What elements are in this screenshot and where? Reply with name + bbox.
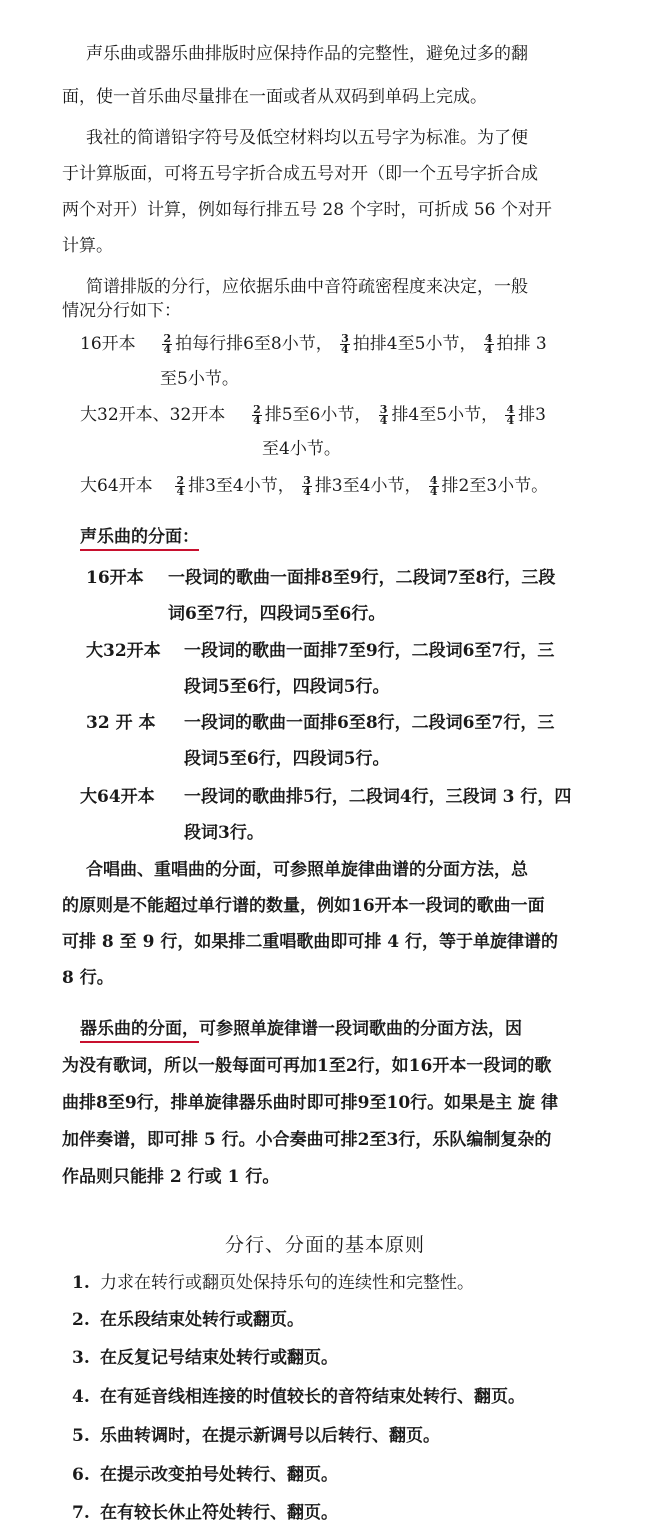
principle-item bbox=[72, 1309, 304, 1331]
instrumental-line-1-rest: 可参照单旋律谱一段词歌曲的分面方法，因 bbox=[199, 1019, 522, 1039]
principle-number: 1. bbox=[72, 1273, 90, 1293]
intro-p2-line-4: 计算。 bbox=[62, 236, 113, 256]
principle-text: 在有延音线相连接的时值较长的音符结束处转行、翻页。 bbox=[100, 1387, 525, 1407]
intro-p2-line-1: 我社的简谱铅字符号及低空材料均以五号字为标准。为了便 bbox=[86, 128, 528, 148]
intro-p3-line-1: 简谱排版的分行，应依据乐曲中音符疏密程度来决定，一般 bbox=[86, 277, 528, 297]
split-32-c: 排3 bbox=[518, 405, 546, 425]
vocal-b32-line-1: 一段词的歌曲一面排7至9行，二段词6至7行，三 bbox=[184, 641, 555, 661]
principle-number: 7. bbox=[72, 1503, 90, 1523]
vocal-b32-line-2: 段词5至6行，四段词5行。 bbox=[184, 677, 390, 697]
fraction-4-4: $\frac{4}{4}$ bbox=[506, 403, 515, 427]
fraction-4-4: $\frac{4}{4}$ bbox=[429, 474, 438, 498]
vocal-b32-label: 大32开本 bbox=[86, 641, 161, 661]
chorus-line-3: 可排 8 至 9 行，如果排二重唱歌曲即可排 4 行，等于单旋律谱的 bbox=[62, 932, 558, 952]
chorus-line-1: 合唱曲、重唱曲的分面，可参照单旋律曲谱的分面方法，总 bbox=[86, 860, 528, 880]
principle-item bbox=[72, 1386, 525, 1408]
principle-text: 在乐段结束处转行或翻页。 bbox=[100, 1310, 304, 1330]
instrumental-line-1 bbox=[80, 1018, 522, 1040]
split-16-row bbox=[80, 333, 547, 355]
split-64-row bbox=[80, 475, 548, 497]
intro-p2-line-3: 两个对开）计算，例如每行排五号 28 个字时，可折成 56 个对开 bbox=[62, 200, 552, 220]
fraction-3-4: $\frac{3}{4}$ bbox=[341, 332, 349, 356]
split-16-b: 拍排4至5小节， bbox=[352, 334, 477, 354]
vocal-16-line-2: 词6至7行，四段词5至6行。 bbox=[168, 604, 386, 624]
intro-p1-line-1: 声乐曲或器乐曲排版时应保持作品的完整性，避免过多的翻 bbox=[86, 44, 528, 64]
vocal-32-label: 32 开 本 bbox=[86, 713, 156, 733]
vocal-heading-text: 声乐曲的分面： bbox=[80, 527, 199, 551]
vocal-32-line-1: 一段词的歌曲一面排6至8行，二段词6至7行，三 bbox=[184, 713, 555, 733]
principle-item bbox=[72, 1502, 338, 1524]
fraction-2-4: $\frac{2}{4}$ bbox=[163, 332, 172, 356]
instrumental-line-4: 加伴奏谱，即可排 5 行。小合奏曲可排2至3行，乐队编制复杂的 bbox=[62, 1130, 552, 1150]
vocal-64-label: 大64开本 bbox=[80, 787, 155, 807]
fraction-2-4: $\frac{2}{4}$ bbox=[253, 403, 261, 427]
principle-text: 力求在转行或翻页处保持乐句的连续性和完整性。 bbox=[100, 1273, 474, 1293]
vocal-64-line-1: 一段词的歌曲排5行，二段词4行，三段词 3 行，四 bbox=[184, 787, 572, 807]
fraction-2-4: $\frac{2}{4}$ bbox=[176, 474, 185, 498]
chorus-line-4: 8 行。 bbox=[62, 968, 114, 988]
intro-p3-line-2: 情况分行如下： bbox=[62, 301, 181, 321]
instrumental-line-3: 曲排8至9行，排单旋律器乐曲时即可排9至10行。如果是主 旋 律 bbox=[62, 1093, 558, 1113]
split-32-cont: 至4小节。 bbox=[262, 439, 341, 459]
split-16-cont: 至5小节。 bbox=[160, 369, 239, 389]
split-64-label: 大64开本 bbox=[80, 476, 153, 496]
split-64-c: 排2至3小节。 bbox=[441, 476, 549, 496]
split-16-c: 拍排 3 bbox=[496, 334, 547, 354]
principle-number: 5. bbox=[72, 1426, 90, 1446]
principles-title: 分行、分面的基本原则 bbox=[224, 1234, 425, 1256]
principle-item bbox=[72, 1272, 474, 1294]
principle-number: 3. bbox=[72, 1348, 90, 1368]
fraction-3-4: $\frac{3}{4}$ bbox=[303, 474, 311, 498]
principle-number: 4. bbox=[72, 1387, 90, 1407]
principle-item bbox=[72, 1464, 338, 1486]
vocal-32-line-2: 段词5至6行，四段词5行。 bbox=[184, 749, 390, 769]
principle-text: 在提示改变拍号处转行、翻页。 bbox=[100, 1465, 338, 1485]
split-32-row bbox=[80, 404, 546, 426]
intro-p1-line-2: 面，使一首乐曲尽量排在一面或者从双码到单码上完成。 bbox=[62, 87, 487, 107]
vocal-16-line-1: 一段词的歌曲一面排8至9行，二段词7至8行，三段 bbox=[168, 568, 556, 588]
split-32-a: 排5至6小节， bbox=[264, 405, 372, 425]
vocal-64-line-2: 段词3行。 bbox=[184, 823, 264, 843]
vocal-heading bbox=[80, 526, 199, 548]
vocal-16-label: 16开本 bbox=[86, 568, 144, 588]
split-16-label: 16开本 bbox=[80, 334, 136, 354]
principle-number: 6. bbox=[72, 1465, 90, 1485]
principle-item bbox=[72, 1425, 440, 1447]
instrumental-line-2: 为没有歌词，所以一般每面可再加1至2行，如16开本一段词的歌 bbox=[62, 1056, 552, 1076]
split-32-label: 大32开本、32开本 bbox=[80, 405, 226, 425]
split-64-b: 排3至4小节， bbox=[314, 476, 422, 496]
fraction-4-4: $\frac{4}{4}$ bbox=[484, 332, 493, 356]
principle-text: 乐曲转调时，在提示新调号以后转行、翻页。 bbox=[100, 1426, 440, 1446]
chorus-line-2: 的原则是不能超过单行谱的数量，例如16开本一段词的歌曲一面 bbox=[62, 896, 545, 916]
instrumental-heading: 器乐曲的分面， bbox=[80, 1019, 199, 1043]
split-32-b: 排4至5小节， bbox=[391, 405, 499, 425]
principle-item bbox=[72, 1347, 338, 1369]
principle-text: 在反复记号结束处转行或翻页。 bbox=[100, 1348, 338, 1368]
intro-p2-line-2: 于计算版面，可将五号字折合成五号对开（即一个五号字折合成 bbox=[62, 164, 538, 184]
split-16-a: 拍每行排6至8小节， bbox=[175, 334, 333, 354]
instrumental-line-5: 作品则只能排 2 行或 1 行。 bbox=[62, 1167, 280, 1187]
split-64-a: 排3至4小节， bbox=[188, 476, 295, 496]
principle-text: 在有较长休止符处转行、翻页。 bbox=[100, 1503, 338, 1523]
fraction-3-4: $\frac{3}{4}$ bbox=[379, 403, 388, 427]
principle-number: 2. bbox=[72, 1310, 90, 1330]
